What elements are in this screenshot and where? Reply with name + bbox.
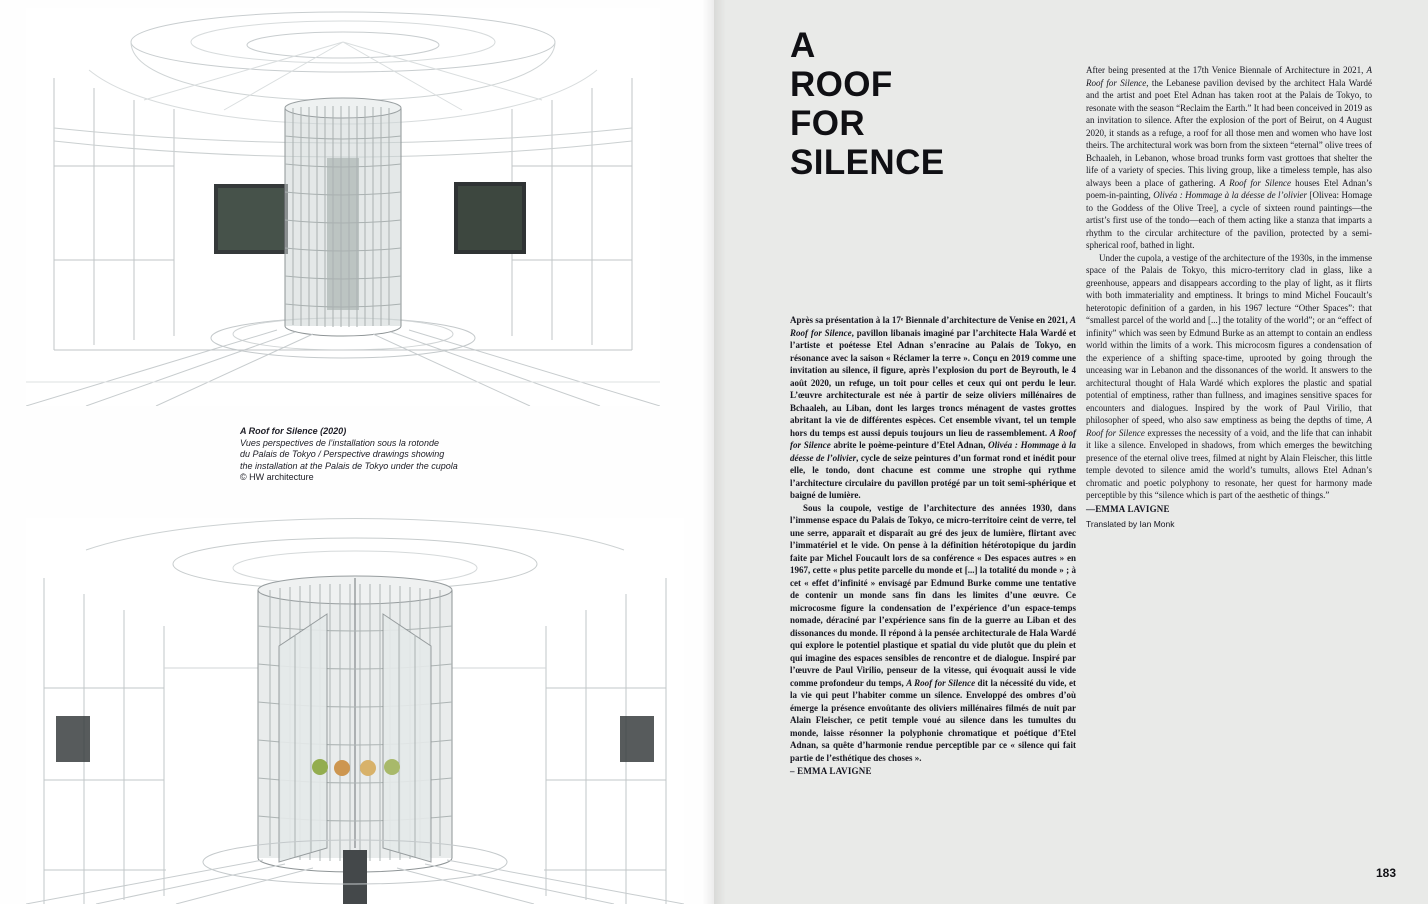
french-text-column [790, 314, 1076, 778]
glass-cylinder [285, 98, 401, 336]
figure-top [26, 8, 660, 406]
dark-opening-left [56, 716, 90, 762]
perspective-drawing-rotunda [26, 8, 660, 406]
caption-line: Vues perspectives de l’installation sous la rotonde [240, 437, 439, 448]
caption-credit: © HW architecture [240, 472, 314, 483]
title-line: ROOF [790, 65, 893, 104]
title-line: FOR [790, 104, 866, 143]
figure-caption [240, 426, 550, 484]
translator-credit: Translated by Ian Monk [1086, 519, 1175, 529]
article-title [790, 26, 945, 182]
dark-base [343, 850, 367, 904]
caption-line: du Palais de Tokyo / Perspective drawings showing [240, 449, 445, 460]
title-line: A [790, 26, 816, 65]
caption-title: A Roof for Silence (2020) [240, 426, 347, 436]
figure-bottom [26, 518, 684, 904]
french-paragraph-1: Après sa présentation à la 17ᵉ Biennale d’architecture de Venise en 2021, A Roof for Silence, pavillon libanais imaginé par l’architecte Hala Wardé et l’artiste et poétesse Etel Adnan s’enracine au Palais de Tokyo, en résonance avec la saison « Réclamer la terre ». Conçu en 2019 comme une invitation au silence, il figure, après l’explosion du port de Beyrouth, le 4 août 2020, un refuge, un toit pour celles et ceux qui ont perdu le leur. L’œuvre architecturale est née à partir de seize oliviers millénaires de Bchaaleh, au Liban, dont les larges troncs ménagent de vastes grottes abritant la vie de différentes espèces. Cet ensemble vivant, tel un temple hors du temps est aussi depuis toujours un lieu de rassemblement. A Roof for Silence abrite le poème-peinture d’Etel Adnan, Olivéa : Hommage à la déesse de l’olivier, cycle de seize peintures d’un format rond et inédit pour elle, le tondo, dont chacune est comme une strophe qui rythme l’architecture circulaire du pavillon protégé par un toit semi-sphérique et baigné de lumière. [790, 315, 1077, 500]
perspective-drawing-pavilion [26, 518, 684, 904]
page-number: 183 [1375, 866, 1396, 880]
english-paragraph-2: Under the cupola, a vestige of the architecture of the 1930s, in the immense space of the Palais de Tokyo, this micro-territory clad in glass, like a greenhouse, appears and disappears according to the play of light, as it flirts with both immateriality and emptiness. It brings to mind Michel Foucault’s heterotopic definition of a garden, in his 1967 lecture “Other Spaces”: that “smallest parcel of the world and [...] the totality of the world”; or an “effect of infinity” which was seen by Edmund Burke as an attempt to contain an endless world within the limits of a work. This microcosm figures a condensation of the experience of a shifting space-time, uprooted by going through the unceasing war in Lebanon and the dissonances of the world. It answers to the architectural thought of Hala Wardé which explores the plastic and spatial potential of emptiness, rather than fullness, and imagines sensitive spaces for encounters and dialogues. Inspired by the work of Paul Virilio, that philosopher of speed, who also saw emptiness as being the depths of time, A Roof for Silence expresses the necessity of a void, and the life that can inhabit it like a silence. Enveloped in shadows, from which emerges the bewitching presence of the eternal olive trees, filmed at night by Alain Fleischer, this little temple devoted to silence amid the world’s tumults, allows Etel Adnan’s chromatic and poetic polyphony to resonate, her quest for harmony made perceptible by this “silence which is part of the aesthetic of things.” [1086, 252, 1372, 500]
english-byline: —EMMA LAVIGNE [1086, 503, 1170, 514]
french-paragraph-2: Sous la coupole, vestige de l’architecture des années 1930, dans l’immense espace du Palais de Tokyo, ce micro-territoire ceint de verre, tel une serre, apparaît et disparaît au gré des jeux de lumière, flirtant avec l’immatériel et le vide. On pense à la définition hétérotopique du jardin faite par Michel Foucault lors de sa conférence « Des espaces autres » en 1967, cette « plus petite parcelle du monde et [...] la totalité du monde » ; à cet « effet d’infinité » envisagé par Edmund Burke comme une tentative de contenir un monde sans fin dans les limites d’une œuvre. Ce microcosme figure la condensation de l’expérience d’un espace-temps nomade, déraciné par l’expérience sans fin de la guerre au Liban et des dissonances du monde. Il répond à la pensée architecturale de Hala Wardé qui explore le potentiel plastique et spatial du vide plutôt que du plein et qui imagine des espaces sensibles de rencontre et de dialogue. Inspiré par l’œuvre de Paul Virilio, penseur de la vitesse, qui évoquait aussi le vide comme profondeur du temps, A Roof for Silence dit la nécessité du vide, et la vie qui peut l’habiter comme un silence. Enveloppé des ombres d’où émerge la présence envoûtante des oliviers millénaires filmés de nuit par Alain Fleischer, ce petit temple voué au silence dans les tumultes du monde, laisse résonner la polyphonie chromatique et poétique d’Etel Adnan, sa quête d’harmonie rendue perceptible par ce « silence qui fait partie de l’esthétique des choses ». [790, 502, 1076, 763]
title-line: SILENCE [790, 143, 945, 182]
english-paragraph-1: After being presented at the 17th Venice Biennale of Architecture in 2021, A Roof for Silence, the Lebanese pavilion devised by the architect Hala Wardé and the artist and poet Etel Adnan has taken root at the Palais de Tokyo, to resonate with the season “Reclaim the Earth.” It had been conceived in 2019 as an invitation to silence. After the explosion of the port of Beirut, on 4 August 2020, it stands as a refuge, a roof for all those men and women who have lost theirs. The architectural work was born from the sixteen “eternal” olive trees of Bchaaleh, in Lebanon, whose broad trunks form vast grottoes that shelter the life of a variety of species. This living group, like a timeless temple, has also always been a place of gathering. A Roof for Silence houses Etel Adnan’s poem-in-painting, Olivéa : Hommage à la déesse de l’olivier [Olivea: Homage to the Goddess of the Olive Tree], a cycle of sixteen round paintings—the artist’s first use of the tondo—each of them acting like a stanza that imparts a rhythm to the circular architecture of the pavilion, protected by a semi-spherical roof, bathed in light. [1086, 65, 1373, 250]
right-page [714, 0, 1428, 904]
french-byline: – EMMA LAVIGNE [790, 766, 872, 776]
caption-line: the installation at the Palais de Tokyo under the cupola [240, 460, 458, 471]
english-text-column [1086, 64, 1372, 531]
dark-opening-right [620, 716, 654, 762]
